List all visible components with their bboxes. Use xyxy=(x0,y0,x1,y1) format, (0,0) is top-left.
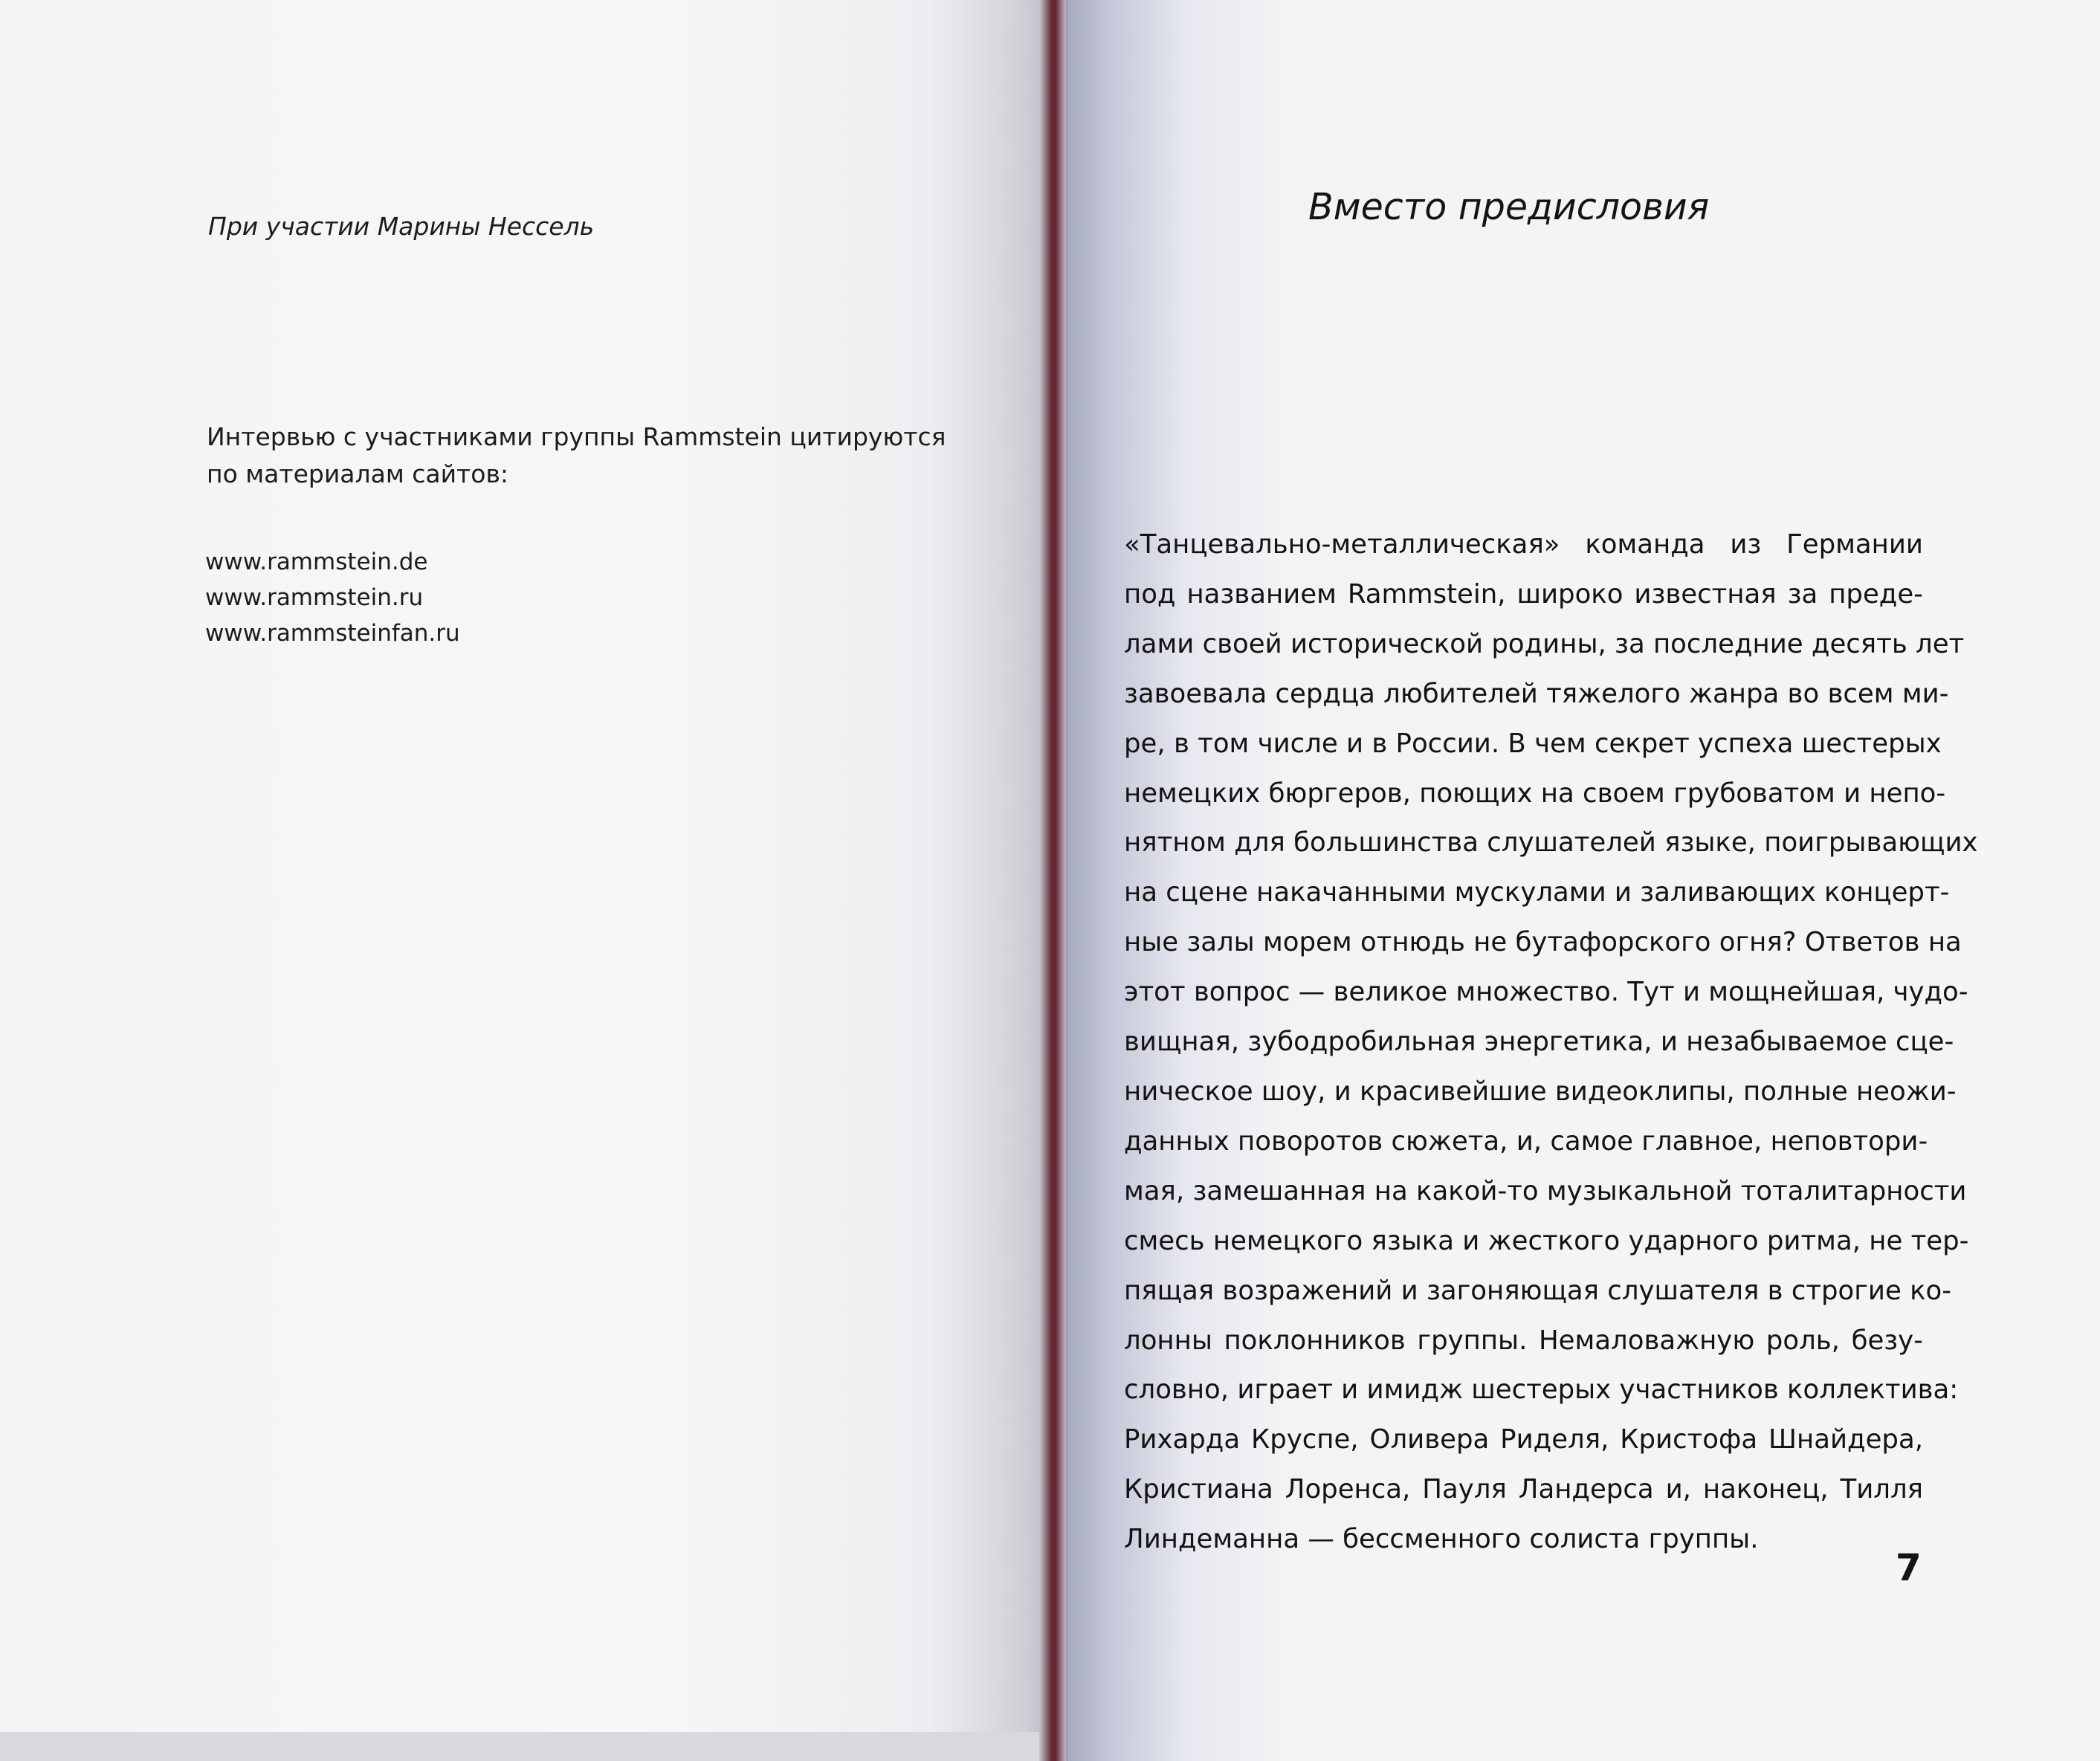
text-line: ре, в том числе и в России. В чем секрет успеха шестерых xyxy=(1124,728,1942,759)
site-url: www.rammsteinfan.ru xyxy=(205,620,460,647)
left-page xyxy=(0,0,1056,1732)
text-line: мая, замешанная на какой-то музыкальной тоталитарности xyxy=(1124,1175,1967,1206)
chapter-heading: Вместо предисловия xyxy=(1308,186,1710,228)
text-line: на сцене накачанными мускулами и заливающих концерт- xyxy=(1124,877,1950,908)
page-edge xyxy=(0,1732,1056,1761)
text-line: словно, играет и имидж шестерых участников коллектива: xyxy=(1124,1374,1959,1406)
text-line: завоевала сердца любителей тяжелого жанра во всем ми- xyxy=(1124,678,1949,709)
book-spine xyxy=(1039,0,1066,1761)
text-line: немецких бюргеров, поющих на своем грубоватом и непо- xyxy=(1124,778,1946,809)
text-line: под названием Rammstein, широко известная за преде- xyxy=(1124,578,1923,610)
text-line: Линдеманна — бессменного солиста группы. xyxy=(1124,1524,1759,1555)
text-line: вищная, зубодробильная энергетика, и незабываемое сце- xyxy=(1124,1027,1954,1058)
site-url: www.rammstein.de xyxy=(205,549,428,575)
page-number: 7 xyxy=(1896,1546,1922,1589)
text-line: нятном для большинства слушателей языке, поигрывающих xyxy=(1124,827,1978,859)
site-list xyxy=(205,544,460,651)
text-line: ническое шоу, и красивейшие видеоклипы, полные неожи- xyxy=(1124,1076,1957,1107)
body-paragraph xyxy=(1124,520,1978,1565)
intro-line: Интервью с участниками группы Rammstein цитируются xyxy=(207,422,946,451)
text-line: данных поворотов сюжета, и, самое главное, неповтори- xyxy=(1124,1125,1928,1157)
intro-paragraph xyxy=(207,419,950,493)
text-line: ные залы морем отнюдь не бутафорского огня? Ответов на xyxy=(1124,927,1962,958)
site-url: www.rammstein.ru xyxy=(205,584,424,611)
intro-line: по материалам сайтов: xyxy=(207,459,509,488)
text-line: смесь немецкого языка и жесткого ударного ритма, не тер- xyxy=(1124,1225,1969,1256)
text-line: лами своей исторической родины, за последние десять лет xyxy=(1124,628,1965,659)
text-line: Кристиана Лоренса, Пауля Ландерса и, наконец, Тилля xyxy=(1124,1474,1923,1505)
text-line: пящая возражений и загоняющая слушателя в строгие ко- xyxy=(1124,1275,1952,1306)
credit-line: При участии Марины Нессель xyxy=(208,212,595,241)
text-line: этот вопрос — великое множество. Тут и мощнейшая, чудо- xyxy=(1124,977,1968,1008)
text-line: Рихарда Круспе, Оливера Риделя, Кристофа Шнайдера, xyxy=(1124,1424,1923,1455)
text-line: лонны поклонников группы. Немаловажную роль, безу- xyxy=(1124,1325,1923,1356)
text-line: «Танцевально-металлическая» команда из Германии xyxy=(1124,529,1923,560)
